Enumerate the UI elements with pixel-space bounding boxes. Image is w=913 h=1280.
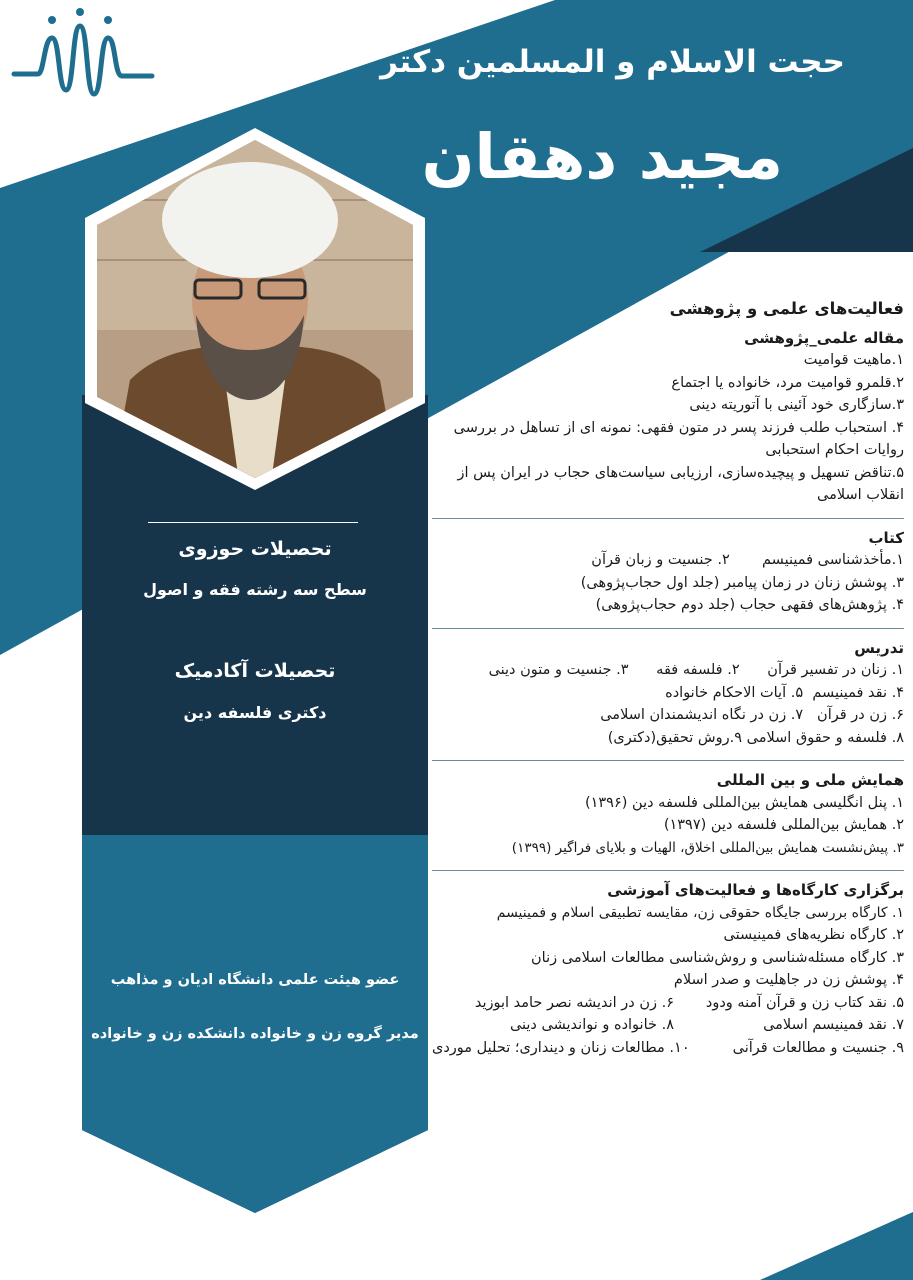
teal-panel-bottom <box>82 835 428 1213</box>
list-item-pair <box>432 1037 904 1060</box>
honorific-title: حجت الاسلام و المسلمین دکتر <box>380 44 845 80</box>
list-item: ۱. کارگاه بررسی جایگاه حقوقی زن، مقایسه تطبیقی اسلام و فمینیسم <box>496 904 904 921</box>
list-item: ۲.قلمرو قوامیت مرد، خانواده یا اجتماع <box>671 374 904 391</box>
list-item: ۵.تناقض تسهیل و پیچیده‌سازی، ارزیابی سیاست‌های حجاب در ایران پس از انقلاب اسلامی <box>457 464 904 503</box>
department-head-position: مدیر گروه زن و خانواده دانشکده زن و خانواده <box>91 1026 419 1042</box>
list-item: ۴. پوشش زن در جاهلیت و صدر اسلام <box>673 972 904 988</box>
academic-value: دکتری فلسفه دین <box>183 703 327 722</box>
list-item-pair <box>432 992 904 1015</box>
list-item-pair <box>432 1014 904 1037</box>
list-item: ۱. پنل انگلیسی همایش بین‌المللی فلسفه دین (۱۳۹۶) <box>584 794 904 811</box>
list-item: ۲. کارگاه نظریه‌های فمینیستی <box>723 927 904 943</box>
person-name: مجید دهقان <box>421 120 783 193</box>
list-item: ۱. زنان در تفسیر قرآن ۲. فلسفه فقه ۳. جنسیت و متون دینی <box>488 662 904 678</box>
section-divider <box>432 518 904 519</box>
list-item: ۹. جنسیت و مطالعات قرآنی <box>732 1039 904 1056</box>
list-item: ۱۰. مطالعات زنان و دینداری؛ تحلیل موردی <box>432 1039 690 1056</box>
list-item: ۵. نقد کتاب زن و قرآن آمنه ودود <box>705 994 904 1011</box>
list-item: ۱.ماهیت قوامیت <box>803 352 904 368</box>
activities-heading: فعالیت‌های علمی و پژوهشی <box>669 299 904 318</box>
activities-section <box>432 298 904 1059</box>
list-item: ۸. فلسفه و حقوق اسلامی ۹.روش تحقیق(دکتری) <box>607 729 904 746</box>
faculty-position: عضو هیئت علمی دانشگاه ادیان و مذاهب <box>110 972 400 988</box>
conferences-title: همایش ملی و بین المللی <box>716 771 904 789</box>
teaching-title: تدریس <box>854 638 904 657</box>
books-title: کتاب <box>868 528 904 547</box>
list-item: ۸. خانواده و نواندیشی دینی <box>509 1017 674 1033</box>
list-item: ۶. زن در قرآن ۷. زن در نگاه اندیشمندان اسلامی <box>600 707 904 723</box>
workshops-title: برگزاری کارگاه‌ها و فعالیت‌های آموزشی <box>607 881 904 899</box>
articles-title: مقاله علمی_پژوهشی <box>744 328 904 347</box>
section-divider <box>432 760 904 761</box>
list-item: ۶. زن در اندیشه نصر حامد ابوزید <box>474 994 674 1011</box>
academic-heading: تحصیلات آکادمیک <box>174 660 336 682</box>
list-item: ۱.مأخذشناسی فمینیسم ۲. جنسیت و زبان قرآن <box>591 552 904 568</box>
list-item: ۳. پوشش زنان در زمان پیامبر (جلد اول حجاب‌پژوهی) <box>580 574 904 591</box>
list-item: ۴. نقد فمینیسم ۵. آیات الاحکام خانواده <box>665 684 904 701</box>
list-item: ۴. پژوهش‌های فقهی حجاب (جلد دوم حجاب‌پژوهی) <box>595 597 904 613</box>
section-divider <box>432 870 904 871</box>
list-item: ۳. پیش‌نشست همایش بین‌المللی اخلاق، الهیات و بلایای فراگیر (۱۳۹۹) <box>511 839 904 856</box>
panel-separator <box>148 522 358 523</box>
hawzavi-heading: تحصیلات حوزوی <box>178 538 332 560</box>
section-divider <box>432 628 904 629</box>
list-item: ۴. استحباب طلب فرزند پسر در متون فقهی: نمونه ای از تساهل در بررسی روایات احکام استحبابی <box>453 419 904 458</box>
list-item: ۳.سازگاری خود آئینی با آتوریته دینی <box>689 397 904 413</box>
list-item: ۷. نقد فمینیسم اسلامی <box>763 1017 904 1033</box>
list-item: ۲. همایش بین‌المللی فلسفه دین (۱۳۹۷) <box>663 817 904 833</box>
list-item: ۳. کارگاه مسئله‌شناسی و روش‌شناسی مطالعات اسلامی زنان <box>531 949 904 966</box>
hawzavi-value: سطح سه رشته فقه و اصول <box>143 580 367 599</box>
